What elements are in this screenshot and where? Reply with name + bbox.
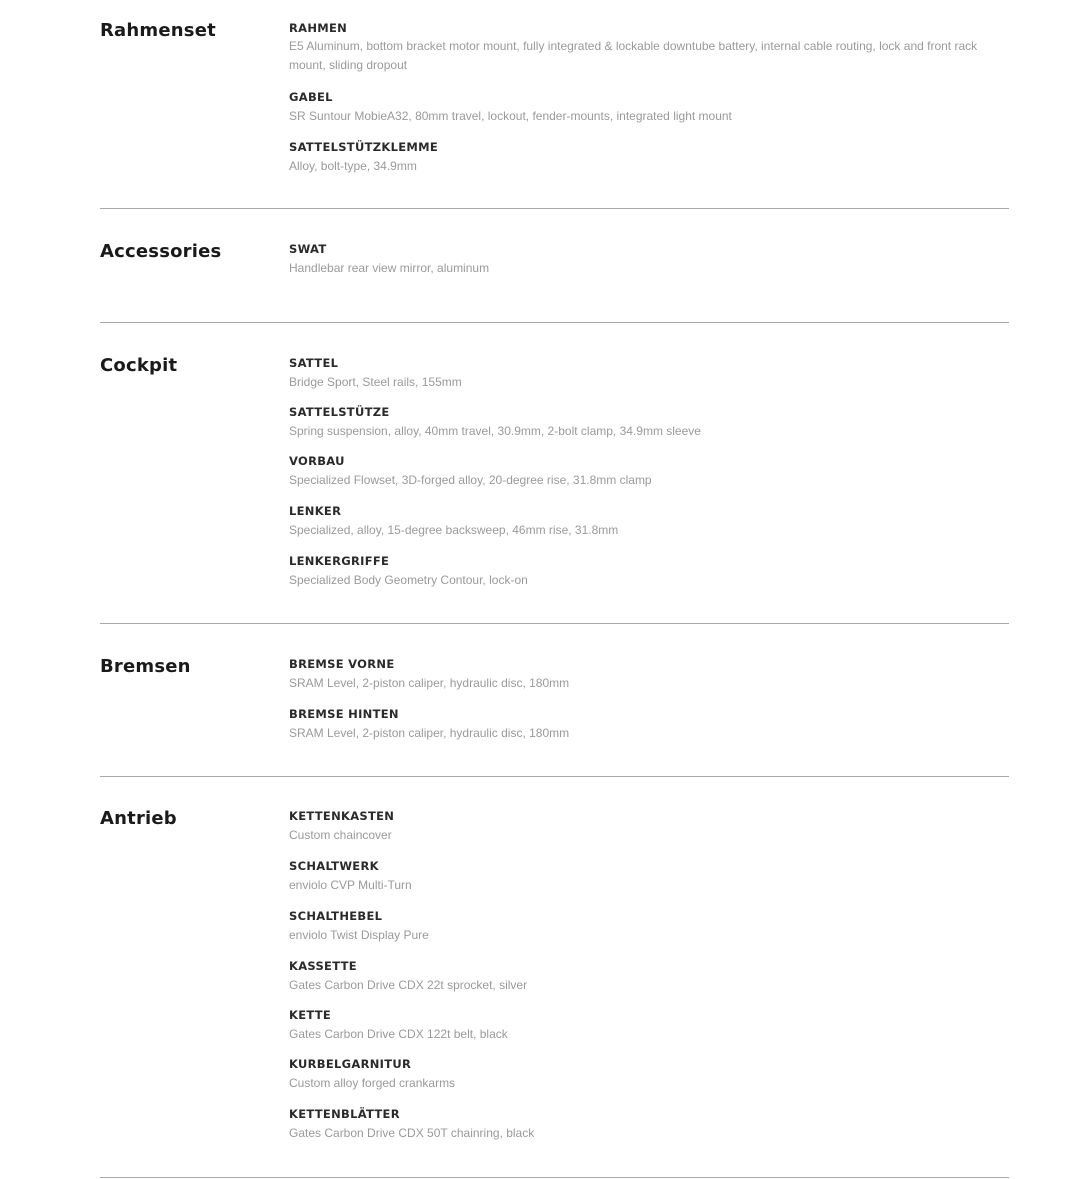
- spec-label: RAHMEN: [289, 21, 348, 35]
- section-divider: [100, 623, 1009, 624]
- section-title: Rahmenset: [100, 20, 216, 41]
- spec-label: GABEL: [289, 90, 333, 104]
- spec-label: SWAT: [289, 242, 327, 256]
- spec-label: BREMSE VORNE: [289, 657, 395, 671]
- spec-value: SRAM Level, 2-piston caliper, hydraulic disc, 180mm: [289, 726, 570, 740]
- spec-label: SATTELSTÜTZE: [289, 405, 390, 419]
- spec-label: SCHALTHEBEL: [289, 909, 383, 923]
- spec-value: Alloy, bolt-type, 34.9mm: [289, 159, 417, 173]
- spec-item: [289, 958, 989, 995]
- spec-value: Specialized Flowset, 3D-forged alloy, 20-degree rise, 31.8mm clamp: [289, 473, 652, 487]
- spec-value: Gates Carbon Drive CDX 122t belt, black: [289, 1027, 508, 1041]
- section-divider: [100, 208, 1009, 209]
- spec-label: KASSETTE: [289, 959, 357, 973]
- section-title: Cockpit: [100, 355, 178, 376]
- spec-item: [289, 241, 989, 278]
- spec-value: Spring suspension, alloy, 40mm travel, 30.9mm, 2-bolt clamp, 34.9mm sleeve: [289, 424, 701, 438]
- spec-item: [289, 503, 989, 540]
- spec-item: [289, 1007, 989, 1044]
- section-divider: [100, 776, 1009, 777]
- spec-label: SATTELSTÜTZKLEMME: [289, 140, 439, 154]
- spec-value: Gates Carbon Drive CDX 50T chainring, black: [289, 1126, 535, 1140]
- section-title: Accessories: [100, 241, 222, 262]
- spec-item: [289, 858, 989, 895]
- spec-value: Custom chaincover: [289, 828, 392, 842]
- spec-item: [289, 808, 989, 845]
- spec-value: Gates Carbon Drive CDX 22t sprocket, silver: [289, 978, 528, 992]
- spec-value: SRAM Level, 2-piston caliper, hydraulic disc, 180mm: [289, 676, 570, 690]
- spec-item: [289, 453, 989, 490]
- section-title: Antrieb: [100, 808, 177, 829]
- spec-item: [289, 1106, 989, 1143]
- spec-item: [289, 908, 989, 945]
- spec-label: KURBELGARNITUR: [289, 1057, 412, 1071]
- spec-item: [289, 89, 989, 126]
- spec-item: [289, 139, 989, 176]
- spec-item: [289, 706, 989, 743]
- spec-value: SR Suntour MobieA32, 80mm travel, lockout, fender-mounts, integrated light mount: [289, 109, 732, 123]
- spec-value: Specialized Body Geometry Contour, lock-on: [289, 573, 528, 587]
- spec-value: Custom alloy forged crankarms: [289, 1076, 456, 1090]
- spec-item: [289, 404, 989, 441]
- spec-label: VORBAU: [289, 454, 345, 468]
- spec-value: Specialized, alloy, 15-degree backsweep, 46mm rise, 31.8mm: [289, 523, 619, 537]
- spec-item: [289, 1056, 989, 1093]
- spec-label: LENKER: [289, 504, 342, 518]
- spec-item: [289, 20, 989, 75]
- spec-label: SATTEL: [289, 356, 339, 370]
- spec-value: enviolo Twist Display Pure: [289, 928, 429, 942]
- spec-item: [289, 656, 989, 693]
- section-title: Bremsen: [100, 656, 191, 677]
- spec-item: [289, 355, 989, 392]
- spec-label: KETTENBLÄTTER: [289, 1107, 400, 1121]
- spec-label: SCHALTWERK: [289, 859, 379, 873]
- section-divider: [100, 322, 1009, 323]
- spec-label: BREMSE HINTEN: [289, 707, 399, 721]
- spec-label: KETTE: [289, 1008, 332, 1022]
- spec-value: E5 Aluminum, bottom bracket motor mount, fully integrated & lockable downtube battery, internal cable routing, lock and front rack mount, sliding dropout: [289, 39, 978, 72]
- spec-label: LENKERGRIFFE: [289, 554, 390, 568]
- spec-item: [289, 553, 989, 590]
- spec-value: Handlebar rear view mirror, aluminum: [289, 261, 490, 275]
- spec-value: enviolo CVP Multi-Turn: [289, 878, 412, 892]
- section-divider: [100, 1177, 1009, 1178]
- spec-label: KETTENKASTEN: [289, 809, 395, 823]
- spec-value: Bridge Sport, Steel rails, 155mm: [289, 375, 462, 389]
